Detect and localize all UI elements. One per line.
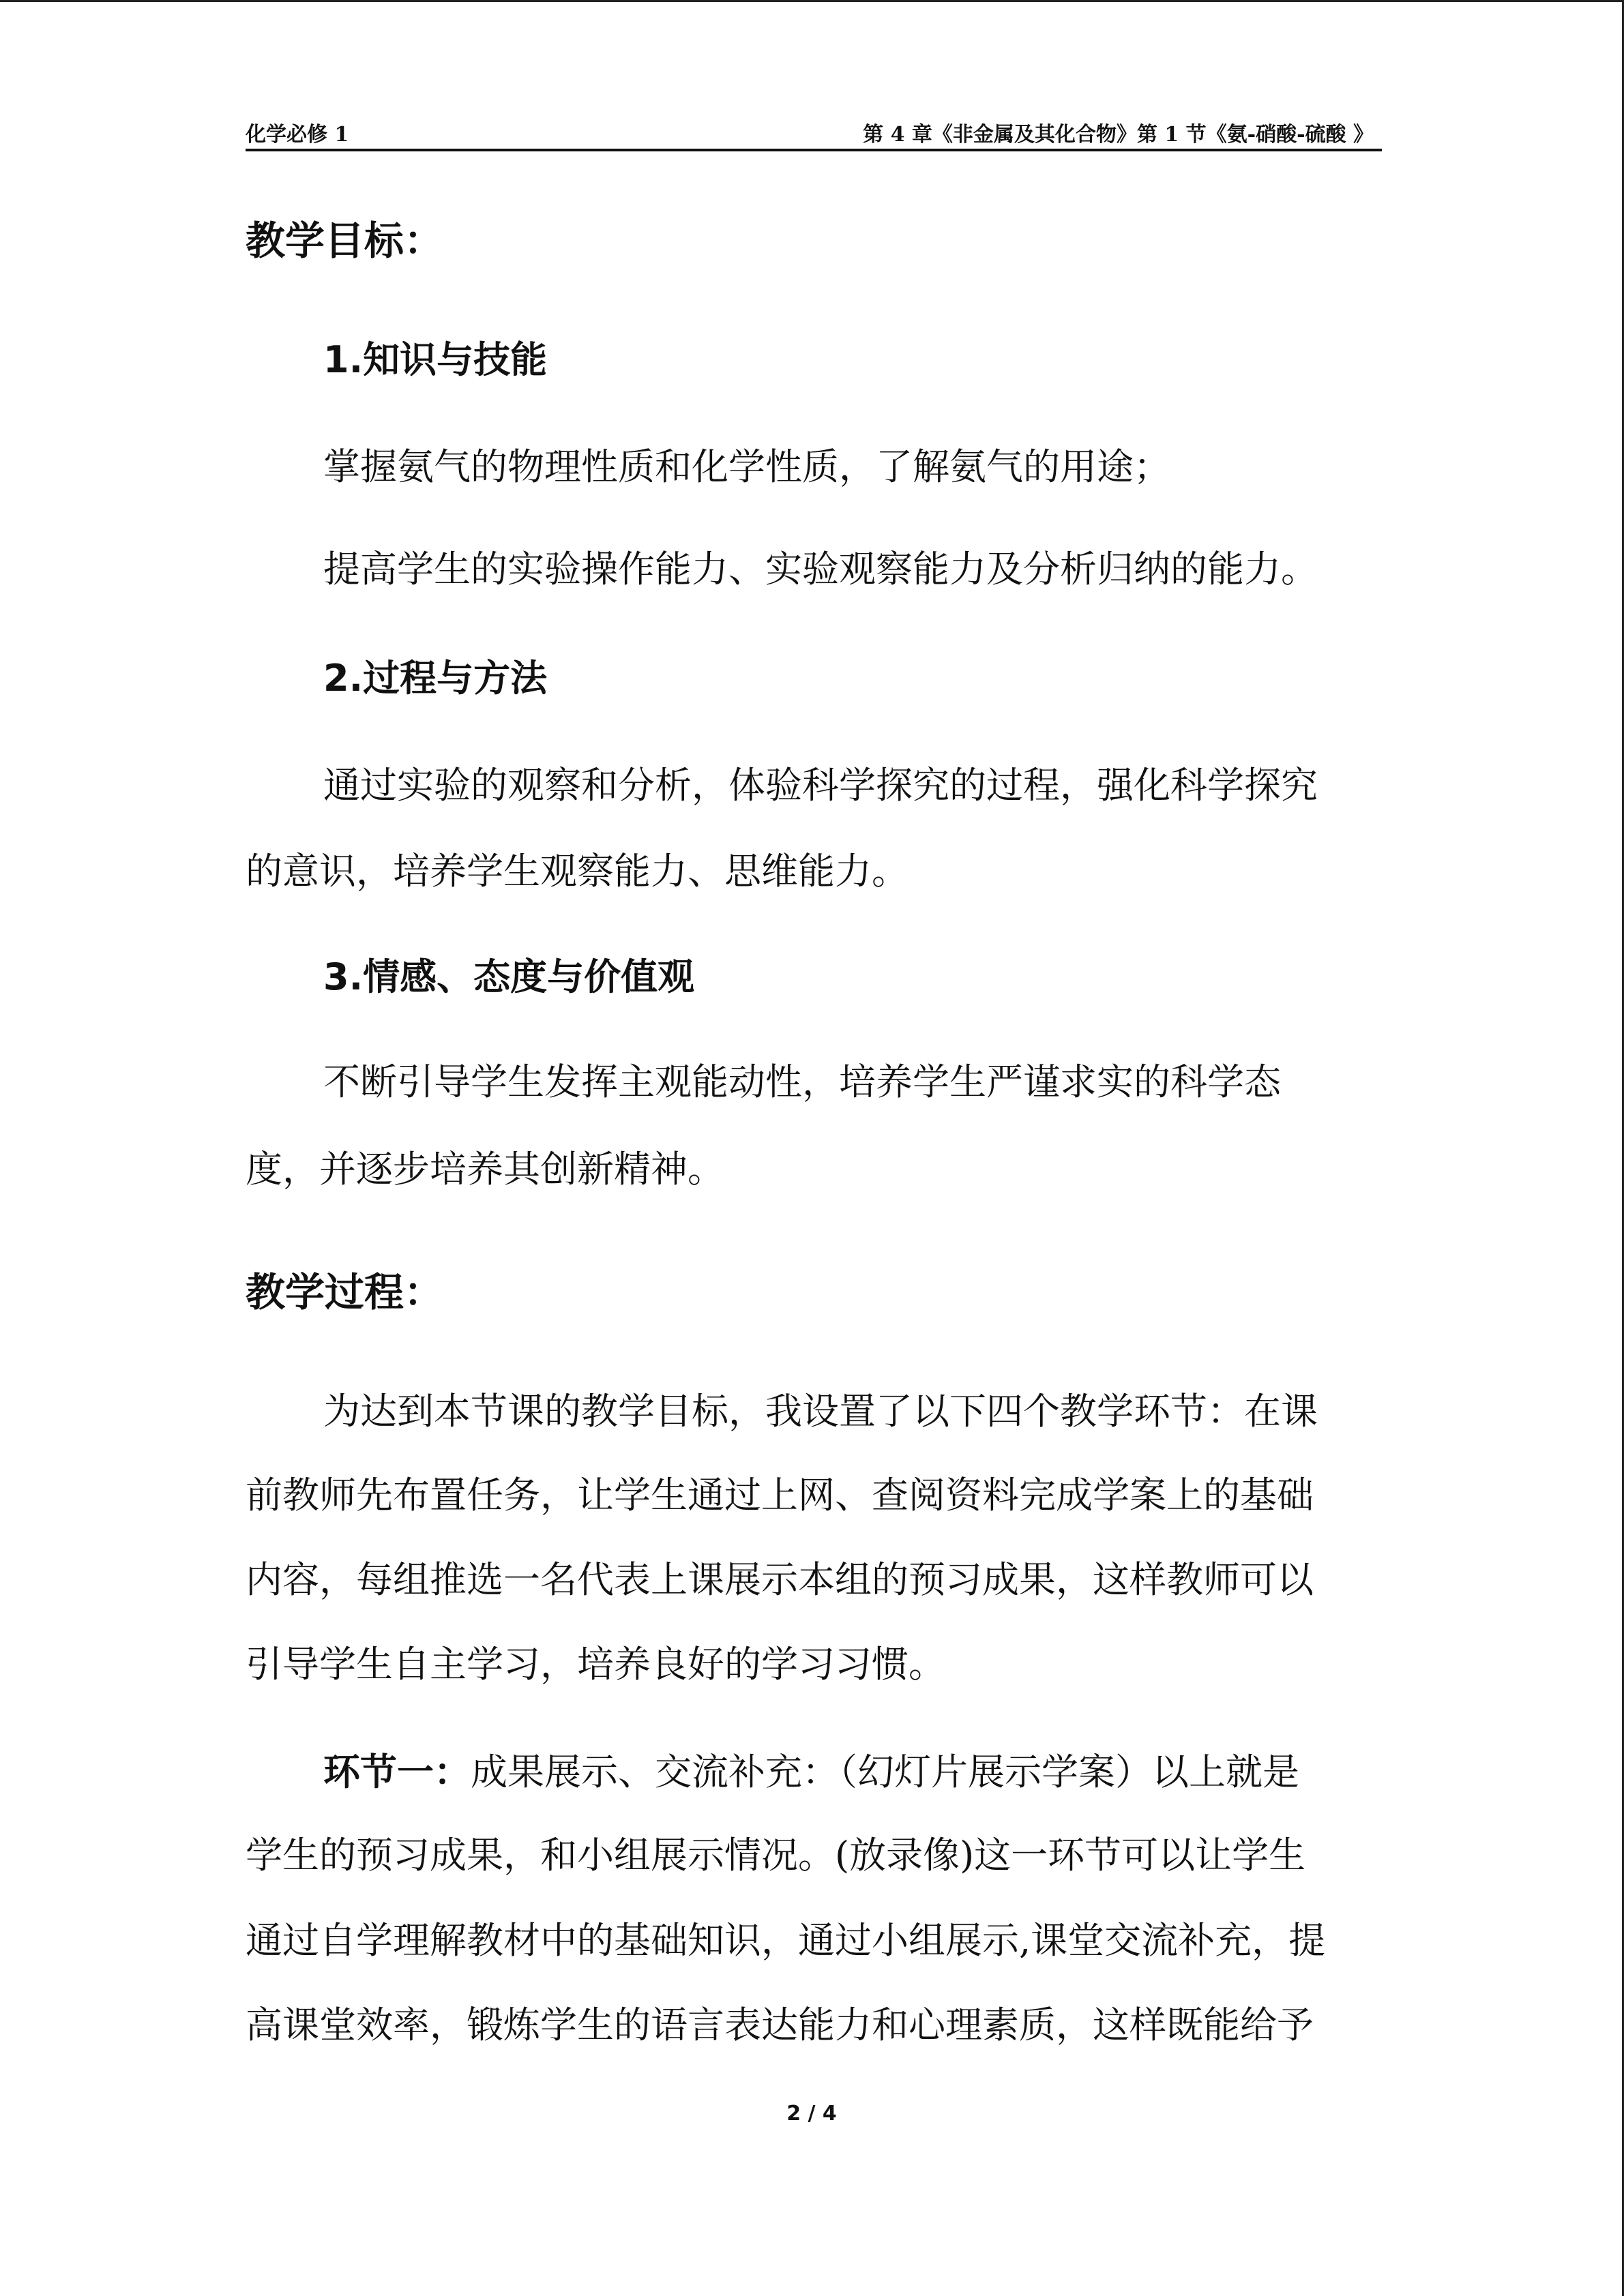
paragraph-line: 引导学生自主学习，培养良好的学习习惯。 [246,1643,945,1686]
paragraph-line: 度，并逐步培养其创新精神。 [246,1148,724,1191]
subheading-knowledge-skills: 1.知识与技能 [323,338,548,381]
step-one-label: 环节一： [323,1750,471,1793]
paragraph-line: 通过自学理解教材中的基础知识，通过小组展示,课堂交流补充，提 [246,1919,1326,1962]
paragraph-line: 学生的预习成果，和小组展示情况。(放录像)这一环节可以让学生 [246,1834,1306,1877]
paragraph-line: 内容，每组推选一名代表上课展示本组的预习成果，这样教师可以 [246,1558,1314,1601]
paragraph-line: 掌握氨气的物理性质和化学性质，了解氨气的用途； [323,445,1170,488]
paragraph-line: 前教师先布置任务，让学生通过上网、查阅资料完成学案上的基础 [246,1474,1314,1517]
paragraph-line: 高课堂效率，锻炼学生的语言表达能力和心理素质，这样既能给予 [246,2003,1314,2046]
subheading-process-method: 2.过程与方法 [323,657,548,700]
step-one-text: 成果展示、交流补充：（幻灯片展示学案）以上就是 [471,1750,1299,1793]
heading-teaching-goals: 教学目标： [246,218,444,264]
page-number: 2 / 4 [786,2102,837,2126]
paragraph-line: 不断引导学生发挥主观能动性，培养学生严谨求实的科学态 [323,1060,1281,1103]
paragraph-line: 的意识，培养学生观察能力、思维能力。 [246,850,909,893]
heading-teaching-process: 教学过程： [246,1269,444,1315]
paragraph-line [323,1748,1299,1796]
paragraph-line: 提高学生的实验操作能力、实验观察能力及分析归纳的能力。 [323,548,1318,591]
running-header [246,115,1382,151]
paragraph-line: 通过实验的观察和分析，体验科学探究的过程，强化科学探究 [323,764,1318,807]
header-chapter: 第 4 章《非金属及其化合物》第 1 节《氨-硝酸-硫酸 》 [863,123,1374,147]
paragraph-line: 为达到本节课的教学目标，我设置了以下四个教学环节：在课 [323,1390,1318,1433]
header-course: 化学必修 1 [246,123,349,147]
page-border-top [0,0,1624,2]
subheading-emotion-attitude: 3.情感、态度与价值观 [323,955,695,998]
